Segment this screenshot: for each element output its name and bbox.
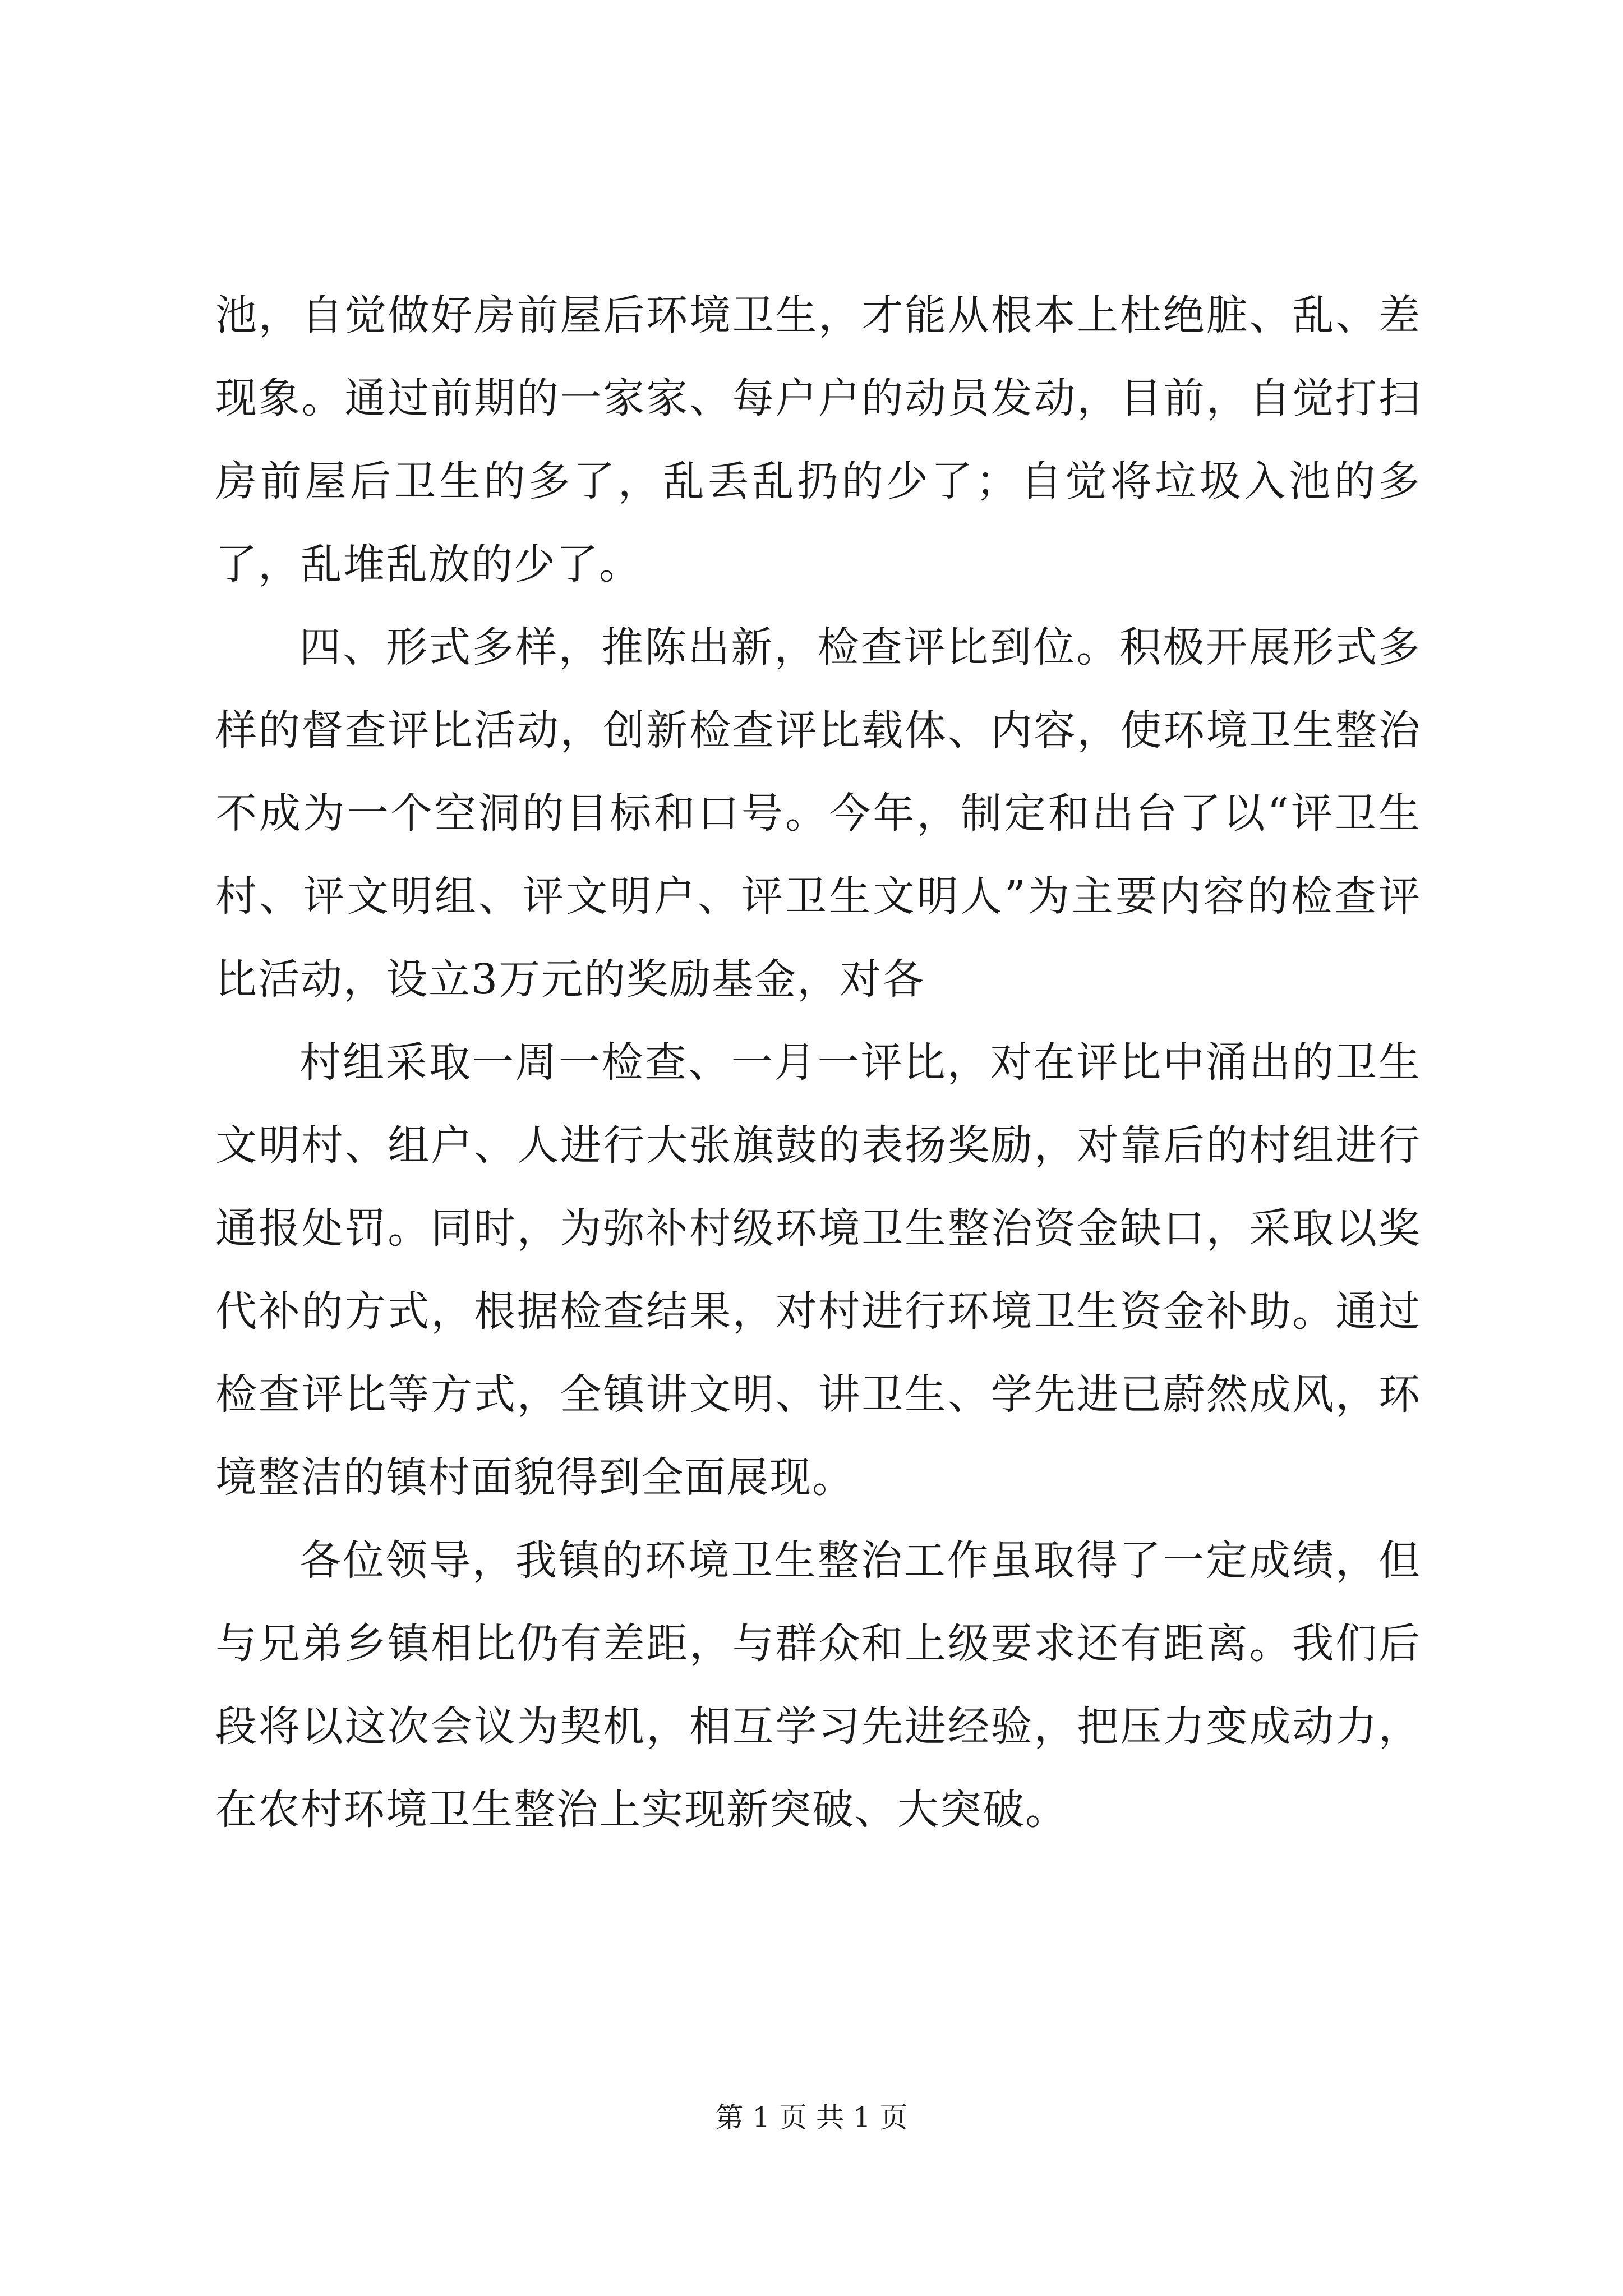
paragraph-4: 各位领导，我镇的环境卫生整治工作虽取得了一定成绩，但与兄弟乡镇相比仍有差距，与群众和上级要求还有距离。我们后段将以这次会议为契机，相互学习先进经验，把压力变成动力，在农村环境卫生整治上实现新突破、大突破。 bbox=[215, 1536, 1421, 1834]
paragraph-3: 村组采取一周一检查、一月一评比，对在评比中涌出的卫生文明村、组户、人进行大张旗鼓的表扬奖励，对靠后的村组进行通报处罚。同时，为弥补村级环境卫生整治资金缺口，采取以奖代补的方式，根据检查结果，对村进行环境卫生资金补助。通过检查评比等方式，全镇讲文明、讲卫生、学先进已蔚然成风，环境整洁的镇村面貌得到全面展现。 bbox=[215, 1038, 1421, 1502]
document-body bbox=[215, 274, 1421, 1851]
page-footer: 第 1 页 共 1 页 bbox=[715, 2101, 908, 2134]
paragraph-2: 四、形式多样，推陈出新，检查评比到位。积极开展形式多样的督查评比活动，创新检查评比载体、内容，使环境卫生整治不成为一个空洞的目标和口号。今年，制定和出台了以“评卫生村、评文明组、评文明户、评卫生文明人”为主要内容的检查评比活动，设立3万元的奖励基金，对各 bbox=[215, 623, 1421, 1004]
paragraph-1: 池，自觉做好房前屋后环境卫生，才能从根本上杜绝脏、乱、差现象。通过前期的一家家、每户户的动员发动，目前，自觉打扫房前屋后卫生的多了，乱丢乱扔的少了；自觉将垃圾入池的多了，乱堆乱放的少了。 bbox=[215, 291, 1421, 588]
